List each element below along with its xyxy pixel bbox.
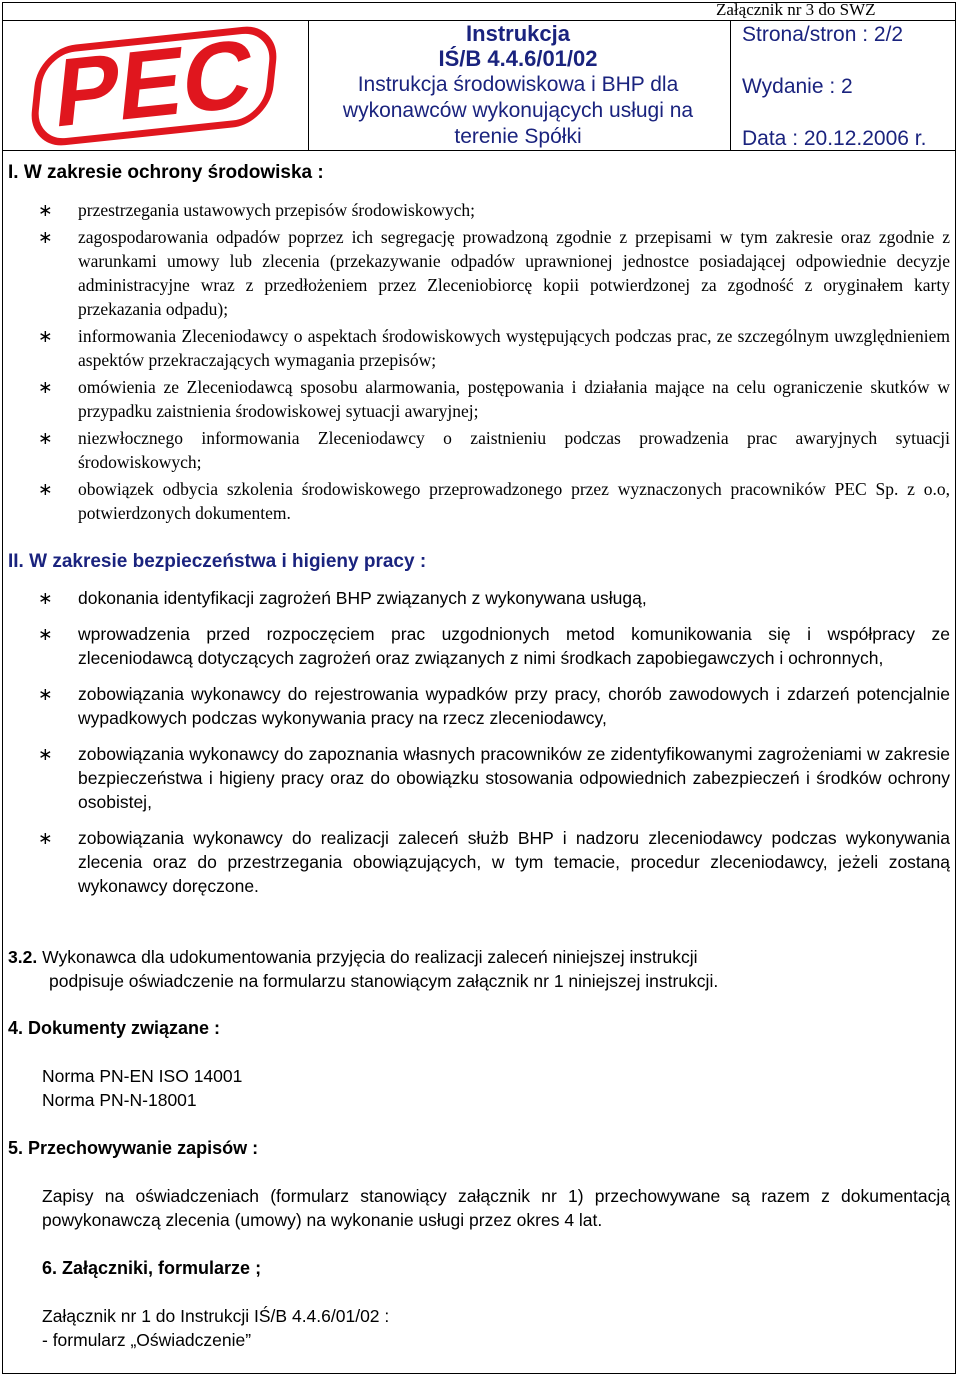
list-item: ∗ zobowiązania wykonawcy do realizacji zaleceń służb BHP i nadzoru zleceniodawcy podczas wykonywania zlecenia oraz do przestrzegania obowiązujących, w tym temacie, procedur zleceniodawcy, jeżeli zostaną wykonawcy doręczone. (38, 828, 950, 896)
list-item: ∗ zobowiązania wykonawcy do rejestrowania wypadków przy pracy, chorób zawodowych i zdarzeń potencjalnie wypadkowych podczas wykonywania pracy na rzecz zleceniodawcy, (38, 684, 950, 728)
document-subtitle-line: Instrukcja środowiskowa i BHP dla (357, 73, 679, 96)
asterisk-bullet-icon: ∗ (38, 377, 53, 397)
asterisk-bullet-icon: ∗ (38, 200, 53, 220)
asterisk-bullet-icon: ∗ (38, 828, 53, 848)
annex-label: Załącznik nr 3 do SWZ (716, 0, 876, 19)
company-logo (4, 20, 304, 150)
list-item: ∗ niezwłocznego informowania Zleceniodawcy o zaistnieniu podczas prowadzenia prac awaryjnych sytuacji środowiskowych; (38, 428, 950, 472)
related-document: Norma PN-EN ISO 14001 (42, 1066, 243, 1086)
edition: Wydanie : 2 (742, 75, 853, 98)
attachment-form: - formularz „Oświadczenie” (42, 1330, 252, 1350)
list-item: ∗ obowiązek odbycia szkolenia środowiskowego przeprowadzonego przez wyznaczonych pracowników PEC Sp. z o.o, potwierdzonych dokumentem. (38, 479, 950, 523)
page-number: Strona/stron : 2/2 (742, 23, 904, 46)
list-item: ∗ dokonania identyfikacji zagrożeń BHP związanych z wykonywana usługą, (38, 588, 647, 608)
section-1-list (8, 198, 950, 528)
asterisk-bullet-icon: ∗ (38, 624, 53, 644)
document-subtitle-line: terenie Spółki (454, 125, 582, 148)
asterisk-bullet-icon: ∗ (38, 227, 53, 247)
asterisk-bullet-icon: ∗ (38, 744, 53, 764)
list-item: ∗ informowania Zleceniodawcy o aspektach środowiskowych występujących podczas prac, ze szczególnym uwzględnieniem aspektów przekraczających wymagania przepisów; (38, 326, 950, 370)
section-2-list (8, 586, 950, 910)
list-item: ∗ zobowiązania wykonawcy do zapoznania własnych pracowników ze zidentyfikowanymi zagrożeniami w zakresie bezpieczeństwa i higieny pracy oraz do obowiązku stosowania odpowiednich zabezpieczeń i środków ochrony osobistej, (38, 744, 950, 812)
section-2-heading: II. W zakresie bezpieczeństwa i higieny pracy : (8, 551, 427, 572)
section-1-heading: I. W zakresie ochrony środowiska : (8, 162, 324, 183)
list-item: ∗ przestrzegania ustawowych przepisów środowiskowych; (38, 200, 476, 220)
document-meta-block (734, 20, 956, 150)
asterisk-bullet-icon: ∗ (38, 479, 53, 499)
section-3-2-number: 3.2. (8, 947, 38, 967)
document-title: Instrukcja (466, 21, 570, 46)
asterisk-bullet-icon: ∗ (38, 684, 53, 704)
header-divider-right (730, 20, 731, 150)
asterisk-bullet-icon: ∗ (38, 428, 53, 448)
header-divider-left (308, 20, 309, 150)
list-item: ∗ zagospodarowania odpadów poprzez ich segregację prowadzoną zgodnie z przepisami w tym zakresie oraz zgodnie z warunkami umowy lub zlecenia (przekazywanie odpadów uprawnionej jednostce posiadającej odpowiednie decyzje administracyjne wraz z przedłożeniem przez Zleceniobiorcę kopii potwierdzonej za zgodność z oryginałem karty przekazania odpadu); (38, 227, 950, 319)
list-item: ∗ wprowadzenia przed rozpoczęciem prac uzgodnionych metod komunikowania się i współpracy ze zleceniodawcą dotyczących zagrożeń oraz związanych z nimi środkach zapobiegawczych i ochronnych, (38, 624, 950, 668)
document-title-block (310, 20, 726, 150)
pec-logo-icon (4, 20, 304, 150)
section-5-heading: 5. Przechowywanie zapisów : (8, 1138, 259, 1158)
asterisk-bullet-icon: ∗ (38, 588, 53, 608)
section-6-text (42, 1304, 389, 1352)
section-3-2 (8, 945, 948, 993)
attachment-reference: Załącznik nr 1 do Instrukcji IŚ/B 4.4.6/01/02 : (42, 1306, 390, 1326)
related-document: Norma PN-N-18001 (42, 1090, 197, 1110)
section-3-2-line: podpisuje oświadczenie na formularzu stanowiącym załącznik nr 1 niniejszej instrukcji. (49, 971, 719, 991)
document-date: Data : 20.12.2006 r. (742, 127, 927, 150)
section-4-list (42, 1064, 242, 1112)
document-subtitle-line: wykonawców wykonujących usługi na (342, 99, 694, 122)
section-3-2-line: Wykonawca dla udokumentowania przyjęcia do realizacji zaleceń niniejszej instrukcji (42, 947, 698, 967)
document-code: IŚ/B 4.4.6/01/02 (438, 46, 598, 71)
section-5-text: Zapisy na oświadczeniach (formularz stanowiący załącznik nr 1) przechowywane są razem z dokumentacją powykonawczą zlecenia (umowy) na wykonanie usługi przez okres 4 lat. (42, 1186, 950, 1230)
asterisk-bullet-icon: ∗ (38, 326, 53, 346)
list-item: ∗ omówienia ze Zleceniodawcą sposobu alarmowania, postępowania i działania mające na celu ograniczenie skutków w przypadku zaistnienia środowiskowej sytuacji awaryjnej; (38, 377, 950, 421)
logo-text: PEC (50, 20, 259, 148)
section-4-heading: 4. Dokumenty związane : (8, 1018, 221, 1038)
section-6-heading: 6. Załączniki, formularze ; (42, 1258, 262, 1278)
